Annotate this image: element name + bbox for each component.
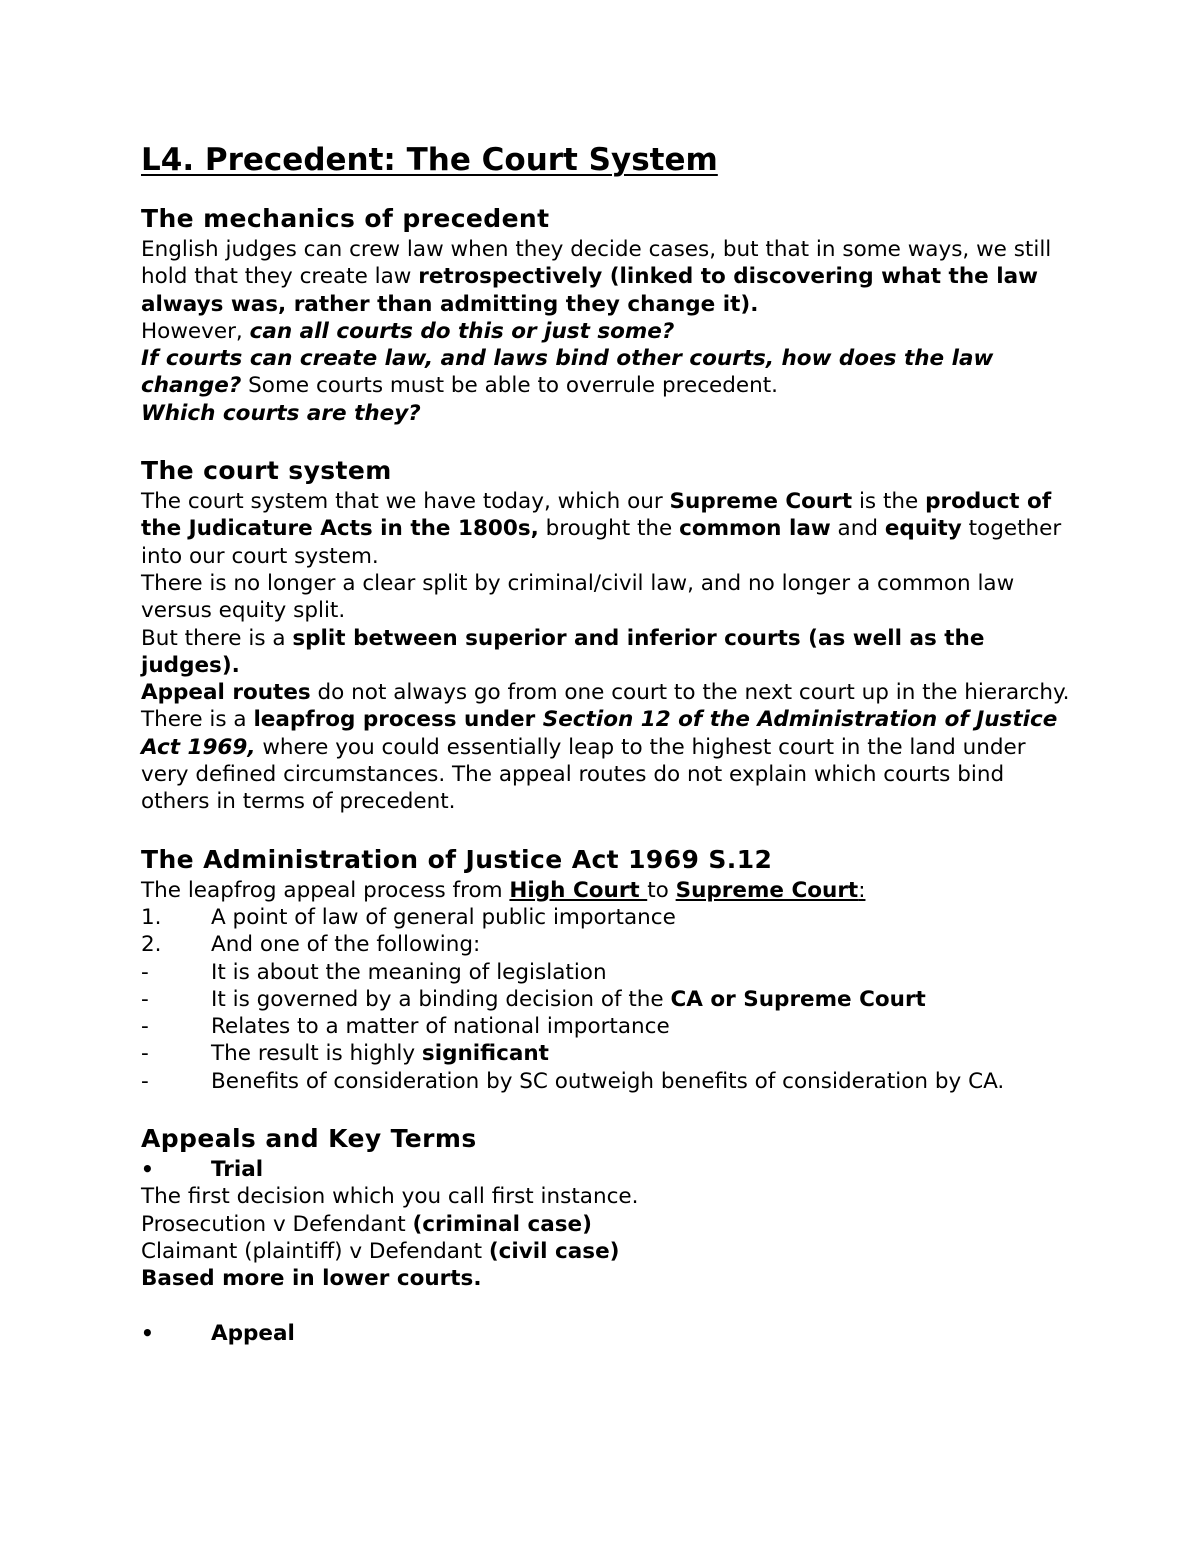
list-item-text: Relates to a matter of national importance (211, 1014, 670, 1040)
list-item (141, 1013, 1071, 1040)
heading-appeals-and-key-terms: Appeals and Key Terms (141, 1124, 477, 1154)
list-item (141, 1068, 1071, 1095)
heading-mechanics-of-precedent: The mechanics of precedent (141, 204, 550, 233)
bullet-label: Appeal (211, 1320, 295, 1346)
paragraph-lower-courts (141, 1265, 1071, 1292)
list-marker: 2. (141, 932, 162, 958)
underlined-bold-text: Supreme Court (675, 877, 859, 903)
bold-text: (criminal case) (412, 1211, 592, 1237)
bold-text: Based more in lower courts. (141, 1266, 482, 1292)
text: The court system that we have today, which our (141, 489, 670, 515)
list-item (141, 904, 1071, 931)
bold-italic-text: If courts can create law, and laws bind other courts, how does the law change? (141, 346, 994, 399)
text: The result is highly (211, 1041, 422, 1067)
list-item (141, 1040, 1071, 1067)
text: Claimant (plaintiff) v Defendant (141, 1238, 489, 1264)
list-item (141, 931, 1071, 958)
text: English judges can crew law when they decide cases, but that in some ways, we still hold that they create law (141, 237, 1052, 290)
list-item-text (211, 1040, 549, 1067)
document-body (141, 140, 1071, 1347)
text: The leapfrog appeal process from (141, 877, 510, 903)
list-item-text: A point of law of general public importance (211, 904, 676, 930)
text: where you could essentially leap to the highest court in the land under very defined circumstances. The appeal routes do not explain which courts bind others in terms of precedent. (141, 734, 1026, 815)
text: Prosecution v Defendant (141, 1211, 413, 1237)
bullet-item-appeal (141, 1320, 1071, 1347)
paragraph-leapfrog (141, 877, 1071, 904)
list-item-text: And one of the following: (211, 932, 481, 958)
paragraph-no-split: There is no longer a clear split by criminal/civil law, and no longer a common law versus equity split. (141, 570, 1015, 624)
text: But there is a (141, 625, 293, 651)
bullet-label: Trial (211, 1157, 264, 1183)
text: Some courts must be able to overrule precedent. (241, 373, 779, 399)
text: brought the (538, 516, 680, 542)
paragraph-which-courts (141, 400, 1071, 427)
bold-italic-text: Section 12 of the Administration of Justice Act 1969, (141, 707, 1058, 760)
heading-court-system: The court system (141, 456, 392, 486)
bold-italic-text: can all courts do this or just some? (249, 318, 675, 344)
list-item (141, 986, 1071, 1013)
paragraph-mechanics (141, 236, 1071, 318)
list-marker: - (141, 986, 149, 1012)
bold-text: leapfrog process under (253, 707, 543, 733)
paragraph-however (141, 318, 1071, 345)
list-marker: - (141, 959, 149, 985)
bold-text: common law (679, 516, 831, 542)
paragraph-claimant (141, 1238, 1071, 1265)
bullet-item-trial (141, 1156, 1071, 1183)
text: is the (852, 489, 926, 515)
bold-text: (civil case) (488, 1238, 620, 1264)
paragraph-first-instance: The first decision which you call first instance. (141, 1184, 639, 1210)
list-item-text: Benefits of consideration by SC outweigh benefits of consideration by CA. (211, 1068, 1005, 1094)
paragraph-superior-inferior (141, 625, 1071, 680)
list-item-text (211, 986, 926, 1013)
underlined-bold-text: High Court (509, 877, 648, 903)
bold-text: split between superior and inferior courts (as well as the judges). (141, 625, 985, 678)
text: to (647, 877, 676, 903)
bold-text: CA or Supreme Court (670, 986, 926, 1012)
list-item-text: It is about the meaning of legislation (211, 959, 607, 985)
paragraph-court-system (141, 488, 1071, 570)
bold-text: product of the Judicature Acts in the 1800s, (141, 489, 1052, 542)
list-marker: 1. (141, 904, 162, 930)
bold-text: significant (421, 1041, 549, 1067)
list-marker: - (141, 1014, 149, 1040)
bold-italic-text: Which courts are they? (141, 400, 421, 426)
paragraph-appeal-routes (141, 679, 1071, 815)
text: : (858, 877, 866, 903)
list-marker: - (141, 1041, 149, 1067)
bold-text: Supreme Court (669, 489, 853, 515)
bold-text: retrospectively (linked to discovering what the law always was, rather than admitting they change it). (141, 264, 1038, 317)
paragraph-law-change (141, 345, 1071, 400)
bold-text: Appeal routes (141, 680, 311, 706)
list-marker: - (141, 1068, 149, 1094)
paragraph-prosecution (141, 1211, 1071, 1238)
bullet-icon: • (141, 1157, 154, 1182)
bullet-icon: • (141, 1320, 154, 1345)
heading-administration-of-justice-act: The Administration of Justice Act 1969 S.12 (141, 844, 773, 874)
text: and (830, 516, 885, 542)
text: It is governed by a binding decision of the (211, 986, 671, 1012)
text: do not always go from one court to the next court up in the hierarchy. There is a (141, 680, 1070, 733)
text: together into our court system. (141, 516, 1062, 569)
page-title: L4. Precedent: The Court System (141, 142, 718, 178)
text: However, (141, 318, 250, 344)
list-item (141, 959, 1071, 986)
bold-text: equity (884, 516, 962, 542)
